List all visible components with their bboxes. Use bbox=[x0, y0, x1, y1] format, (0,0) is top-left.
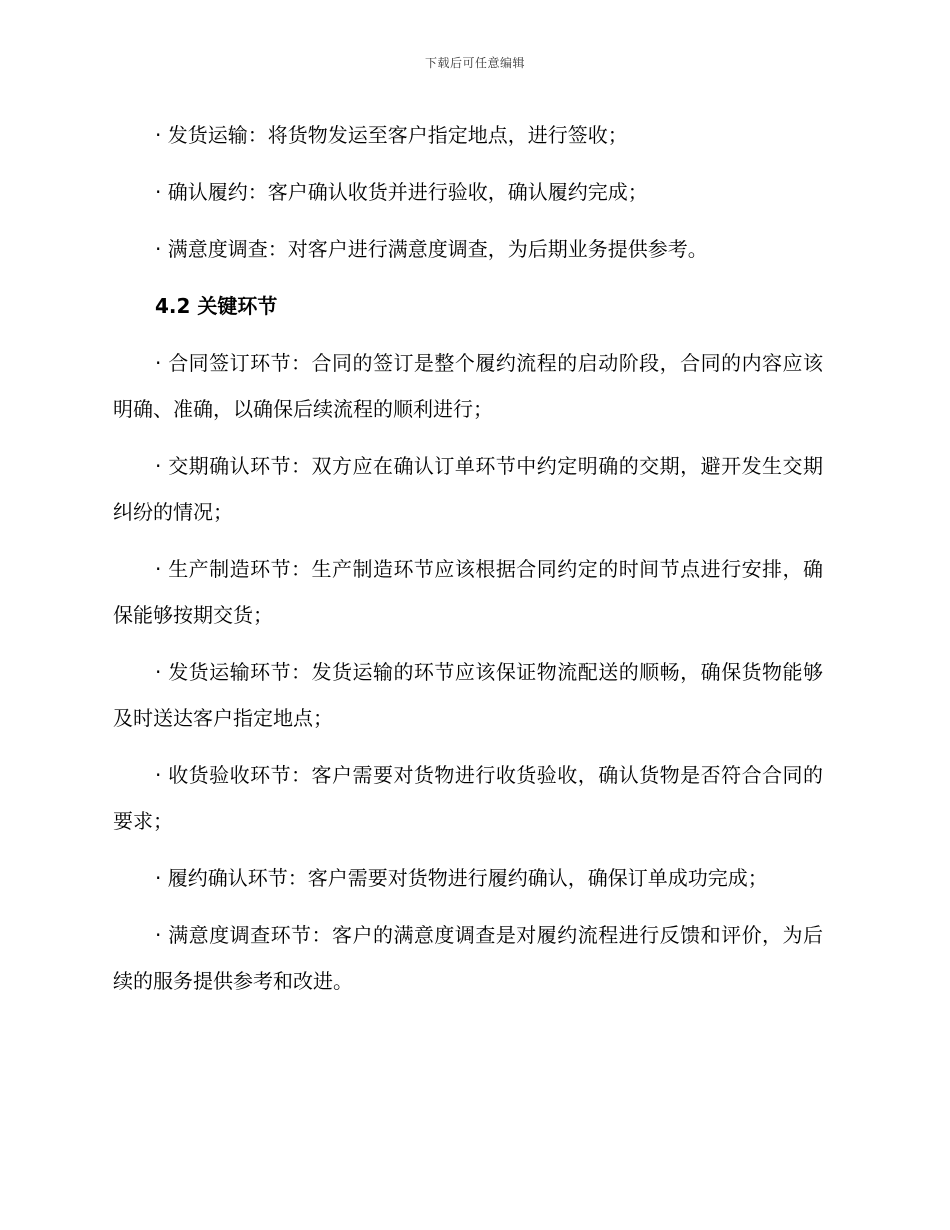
key-item-delivery-date: · 交期确认环节：双方应在确认订单环节中约定明确的交期，避开发生交期纠纷的情况； bbox=[113, 454, 823, 524]
section-heading: 4.2 关键环节 bbox=[155, 294, 278, 318]
document-body bbox=[113, 112, 823, 1015]
key-item-shipping: · 发货运输环节：发货运输的环节应该保证物流配送的顺畅，确保货物能够及时送达客户指定地点； bbox=[113, 660, 823, 730]
key-item-receiving-inspection: · 收货验收环节：客户需要对货物进行收货验收，确认货物是否符合合同的要求； bbox=[113, 763, 823, 833]
key-item-fulfillment-confirmation: · 履约确认环节：客户需要对货物进行履约确认，确保订单成功完成； bbox=[155, 866, 768, 890]
intro-item-shipping: · 发货运输：将货物发运至客户指定地点，进行签收； bbox=[155, 123, 628, 147]
key-item-contract-signing: · 合同签订环节：合同的签订是整个履约流程的启动阶段，合同的内容应该明确、准确，以确保后续流程的顺利进行； bbox=[113, 351, 823, 421]
intro-item-confirm-fulfillment: · 确认履约：客户确认收货并进行验收，确认履约完成； bbox=[155, 180, 648, 204]
header-note: 下载后可任意编辑 bbox=[424, 56, 525, 70]
intro-item-satisfaction-survey: · 满意度调查：对客户进行满意度调查，为后期业务提供参考。 bbox=[155, 237, 708, 261]
key-item-satisfaction-survey: · 满意度调查环节：客户的满意度调查是对履约流程进行反馈和评价，为后续的服务提供参考和改进。 bbox=[113, 923, 823, 993]
key-item-manufacturing: · 生产制造环节：生产制造环节应该根据合同约定的时间节点进行安排，确保能够按期交货； bbox=[113, 557, 823, 627]
